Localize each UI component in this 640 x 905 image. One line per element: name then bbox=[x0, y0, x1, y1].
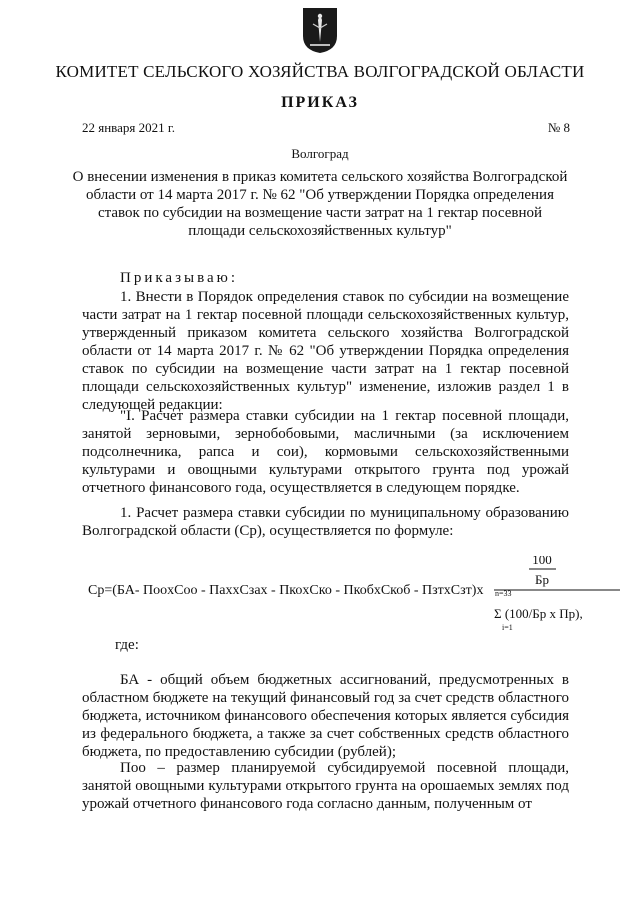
sum-upper-limit: n=33 bbox=[495, 589, 512, 598]
formula-denominator: Σ (100/Бр x Пр), bbox=[494, 606, 583, 621]
document-subject: О внесении изменения в приказ комитета сельского хозяйства Волгоградской области от 14 марта 2017 г. № 62 "Об утверждении Порядка определения ставок по субсидии на возмещение части затрат на 1 гектар посевной площади сельскохозяйственных культур" bbox=[72, 169, 568, 239]
order-directive-word: Приказываю: bbox=[120, 270, 238, 286]
body-paragraph-4 bbox=[82, 671, 569, 761]
where-label: где: bbox=[115, 637, 139, 653]
document-date: 22 января 2021 г. bbox=[82, 120, 176, 135]
body-paragraph-3 bbox=[82, 504, 569, 540]
organization-name: КОМИТЕТ СЕЛЬСКОГО ХОЗЯЙСТВА ВОЛГОГРАДСКОЙ ОБЛАСТИ bbox=[55, 62, 585, 81]
document-city: Волгоград bbox=[291, 146, 349, 161]
paragraph-text: "I. Расчет размера ставки субсидии на 1 гектар посевной площади, занятой зерновыми, зернобобовыми, масличными (за исключением подсолнечника, рапса и сои), кормовыми сельскохозяйственными культурами и овощными культурами открытого грунта под урожай отчетного финансового года, осуществляется в следующем порядке. bbox=[82, 408, 569, 496]
formula-lhs: Cр=(БА- ПооxCоо - ПaxxCзах - ПкоxCко - ПкобxCкоб - ПзтxCзт)x bbox=[88, 583, 484, 598]
sum-lower-limit: i=1 bbox=[502, 623, 513, 632]
paragraph-text: 1. Внести в Порядок определения ставок по субсидии на возмещение части затрат на 1 гектар посевной площади сельскохозяйственных культур, утвержденный приказом комитета сельского хозяйства Волгоградской области от 14 марта 2017 г. № 62 "Об утверждении Порядка определения ставок по субсидии на возмещение части затрат на 1 гектар посевной площади сельскохозяйственных культур" изменение, изложив раздел 1 в следующей редакции: bbox=[82, 289, 569, 413]
formula-top-denominator: Бр bbox=[535, 572, 549, 587]
formula-top-numerator: 100 bbox=[532, 556, 552, 567]
paragraph-text: 1. Расчет размера ставки субсидии по муниципальному образованию Волгоградской области (Cр), осуществляется по формуле: bbox=[82, 505, 569, 539]
coat-of-arms-icon bbox=[301, 6, 339, 54]
document-number: № 8 bbox=[547, 120, 570, 135]
body-paragraph-5 bbox=[82, 759, 569, 813]
document-type-title: ПРИКАЗ bbox=[281, 94, 359, 111]
paragraph-text: БА - общий объем бюджетных ассигнований, предусмотренных в областном бюджете на текущий финансовый год за счет средств областного бюджета, источником финансового обеспечения которых является субсидия из федерального бюджета, а также за счет собственных средств областного бюджета, по предоставлению субсидии (рублей); bbox=[82, 672, 569, 760]
body-paragraph-2 bbox=[82, 407, 569, 497]
paragraph-text: Поо – размер планируемой субсидируемой посевной площади, занятой овощными культурами открытого грунта на орошаемых землях под урожай отчетного финансового года согласно данным, полученным от bbox=[82, 760, 569, 812]
subsidy-rate-formula bbox=[82, 556, 622, 636]
body-paragraph-1 bbox=[82, 288, 569, 414]
